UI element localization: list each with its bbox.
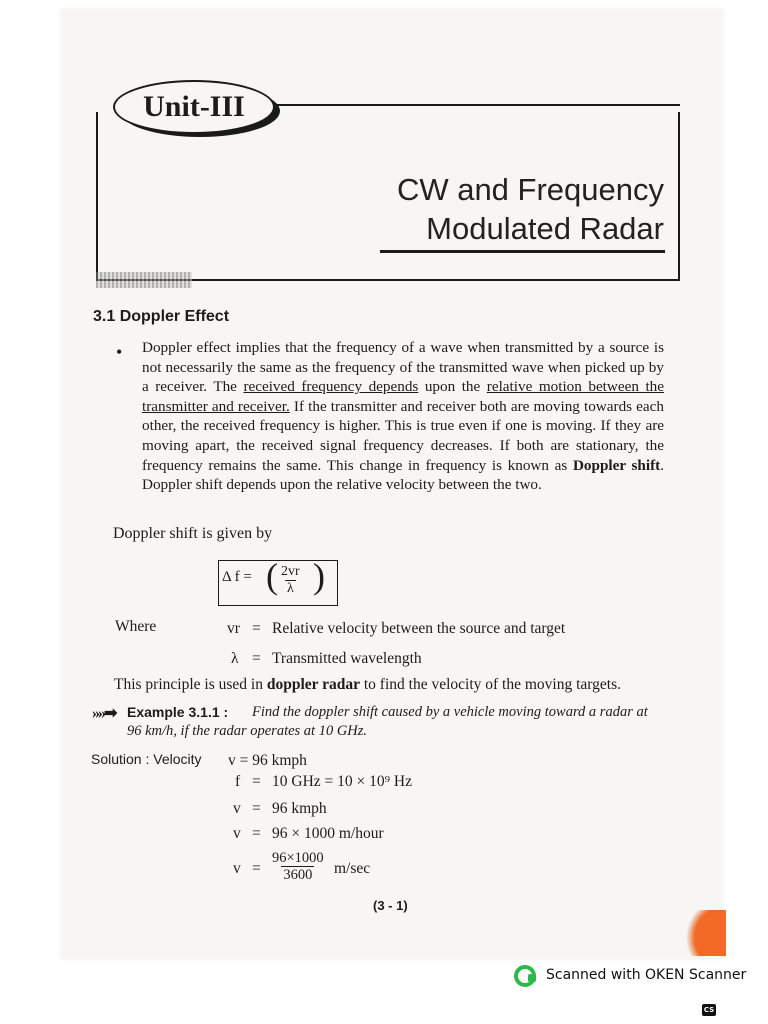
- solution-fraction: [270, 850, 326, 883]
- unit-label: Unit-III: [143, 90, 245, 123]
- chapter-title-line2: Modulated Radar: [426, 211, 664, 246]
- solution-label: Solution : Velocity: [91, 751, 202, 767]
- solution-line-eq: =: [252, 800, 261, 817]
- para-text: Doppler effect implies that the frequency of a wave when transmitted by a source is not necessarily the same as the frequency of the transmitted wave when picked up by a receiver. The: [142, 339, 664, 396]
- solution-line-lhs: f: [235, 773, 241, 790]
- solution-line-lhs: v: [233, 825, 241, 842]
- where-eq: =: [252, 620, 261, 637]
- solution-line-lhs: v: [233, 800, 241, 817]
- formula-fraction: [279, 564, 302, 597]
- formula-numerator: 2vr: [281, 564, 300, 579]
- cs-badge-icon: CS: [703, 1006, 715, 1014]
- scanner-logo-icon: [514, 964, 538, 986]
- scanner-text: Scanned with OKEN Scanner: [546, 967, 747, 983]
- solution-frac-numerator: 96×1000: [272, 850, 324, 866]
- para-text: . Doppler shift depends upon the relative velocity between the two.: [142, 456, 664, 494]
- section-heading: 3.1 Doppler Effect: [93, 308, 230, 325]
- solution-line-eq: =: [252, 773, 261, 790]
- page-corner-tab: [676, 910, 726, 956]
- solution-line-rhs: 10 GHz = 10 × 10⁹ Hz: [272, 773, 412, 790]
- where-symbol-lambda: λ: [231, 650, 239, 667]
- para-text: If the transmitter and receiver both are moving towards each other, the received frequency is higher. This is true even if one is moving. If they are moving apart, the received signal frequency decreases. If both are stationary, the frequency remains the same. This change in frequency is known as: [142, 397, 664, 474]
- chapter-title-underline: [380, 250, 665, 253]
- where-label: Where: [115, 618, 157, 635]
- formula-intro: Doppler shift is given by: [113, 525, 273, 542]
- example-label: Example 3.1.1 :: [127, 704, 229, 720]
- solution-frac-lhs: v: [233, 860, 241, 877]
- unit-rule: [268, 104, 680, 106]
- decorative-dotted-bar: [96, 272, 192, 288]
- solution-frac-unit: m/sec: [334, 860, 371, 877]
- chapter-title-line1: CW and Frequency: [396, 172, 664, 207]
- unit-badge: [113, 80, 275, 134]
- solution-line-rhs: 96 kmph: [272, 800, 327, 817]
- principle-part: to find the velocity of the moving targets.: [359, 676, 621, 693]
- solution-line: v = 96 kmph: [228, 752, 307, 769]
- example-text-line1: Find the doppler shift caused by a vehicle moving toward a radar at: [252, 704, 648, 720]
- where-def-vr: Relative velocity between the source and target: [272, 620, 566, 637]
- principle-part: This principle is used in: [114, 676, 267, 693]
- bullet-marker: •: [116, 342, 123, 362]
- where-eq: =: [252, 650, 261, 667]
- para-underlined-text: relative motion between the transmitter and receiver.: [142, 378, 664, 415]
- page-number: (3 - 1): [373, 898, 408, 913]
- formula-denominator: λ: [286, 581, 294, 596]
- solution-frac-eq: =: [252, 860, 261, 877]
- example-arrow-icon: »»➡: [92, 705, 116, 722]
- para-text: upon the: [418, 378, 487, 396]
- para-bold-text: Doppler shift: [572, 456, 661, 474]
- solution-line-rhs: 96 × 1000 m/hour: [272, 825, 384, 842]
- principle-bold: doppler radar: [266, 676, 360, 693]
- formula-paren-right: ): [313, 556, 325, 596]
- where-symbol-vr: vr: [227, 620, 240, 637]
- example-text-line2: 96 km/h, if the radar operates at 10 GHz.: [127, 723, 368, 739]
- solution-frac-denominator: 3600: [283, 867, 313, 883]
- para-underlined-text: received frequency depends: [243, 378, 419, 396]
- where-def-lambda: Transmitted wavelength: [272, 650, 422, 667]
- doppler-paragraph: [142, 338, 664, 495]
- solution-line-eq: =: [252, 825, 261, 842]
- scanner-watermark: [514, 964, 746, 986]
- formula-lhs: Δ f =: [222, 569, 252, 585]
- principle-text: [114, 676, 621, 694]
- formula-paren-left: (: [266, 556, 278, 596]
